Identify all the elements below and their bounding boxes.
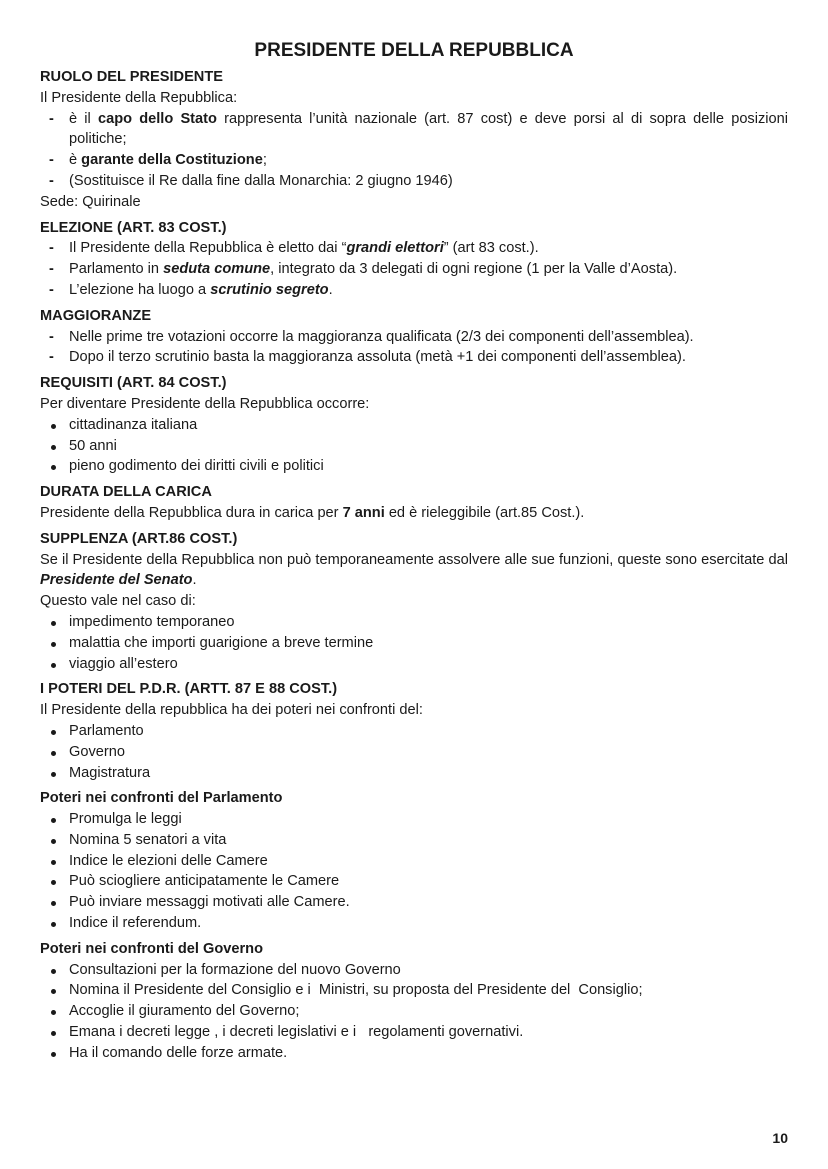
list-item: Emana i decreti legge , i decreti legislativi e i regolamenti governativi. bbox=[40, 1022, 788, 1043]
list-item: Può sciogliere anticipatamente le Camere bbox=[40, 871, 788, 892]
durata-text bbox=[40, 503, 788, 524]
text: Parlamento in bbox=[69, 261, 164, 278]
section-heading-governo: Poteri nei confronti del Governo bbox=[40, 940, 263, 957]
list-item: - Dopo il terzo scrutinio basta la maggioranza assoluta (metà +1 dei componenti dell’assemblea). bbox=[40, 347, 788, 368]
list-item: pieno godimento dei diritti civili e politici bbox=[40, 456, 788, 477]
list-item: Magistratura bbox=[40, 763, 788, 784]
text: L’elezione ha luogo a bbox=[69, 281, 211, 298]
section-heading-parlamento: Poteri nei confronti del Parlamento bbox=[40, 790, 283, 807]
ruolo-list bbox=[40, 109, 788, 192]
list-item bbox=[40, 238, 788, 259]
governo-list bbox=[40, 960, 788, 1064]
maggioranze-list bbox=[40, 327, 788, 369]
list-item: Governo bbox=[40, 742, 788, 763]
list-item: Nomina 5 senatori a vita bbox=[40, 830, 788, 851]
bold-italic-text: scrutinio segreto bbox=[210, 281, 329, 298]
requisiti-intro: Per diventare Presidente della Repubblica occorre: bbox=[40, 395, 370, 412]
poteri-intro: Il Presidente della repubblica ha dei poteri nei confronti del: bbox=[40, 702, 423, 719]
requisiti-list bbox=[40, 415, 788, 477]
section-heading-elezione: ELEZIONE (ART. 83 COST.) bbox=[40, 219, 227, 236]
list-item: Accoglie il giuramento del Governo; bbox=[40, 1001, 788, 1022]
text: è bbox=[69, 152, 82, 169]
list-item: Ha il comando delle forze armate. bbox=[40, 1043, 788, 1064]
bold-italic-text: seduta comune bbox=[163, 261, 271, 278]
text: è il bbox=[69, 110, 98, 127]
list-item: Indice le elezioni delle Camere bbox=[40, 851, 788, 872]
text: Il Presidente della Repubblica è eletto dai “ bbox=[69, 240, 347, 257]
text: Se il Presidente della Repubblica non può temporaneamente assolvere alle sue funzioni, queste sono esercitate dal bbox=[40, 551, 788, 568]
text: ; bbox=[262, 152, 267, 169]
bold-italic-text: Presidente del Senato bbox=[40, 572, 193, 589]
text: . bbox=[328, 281, 333, 298]
text: rappresenta l’unità nazionale (art. 87 cost) e deve porsi al di sopra delle posizioni politiche; bbox=[69, 110, 788, 148]
elezione-list bbox=[40, 238, 788, 300]
bold-text: garante della Costituzione bbox=[81, 152, 263, 169]
ruolo-intro: Il Presidente della Repubblica: bbox=[40, 89, 238, 106]
list-item bbox=[40, 150, 788, 171]
list-item: Può inviare messaggi motivati alle Camere. bbox=[40, 892, 788, 913]
list-item bbox=[40, 259, 788, 280]
bold-italic-text: grandi elettori bbox=[346, 240, 444, 257]
list-item: impedimento temporaneo bbox=[40, 612, 788, 633]
document-page bbox=[40, 38, 788, 1064]
ruolo-sede: Sede: Quirinale bbox=[40, 193, 141, 210]
list-item bbox=[40, 280, 788, 301]
poteri-list bbox=[40, 721, 788, 783]
section-heading-poteri: I POTERI DEL P.D.R. (ARTT. 87 E 88 COST.) bbox=[40, 681, 338, 698]
text: . bbox=[192, 572, 197, 589]
page-title: PRESIDENTE DELLA REPUBBLICA bbox=[254, 40, 574, 61]
list-item: viaggio all’estero bbox=[40, 654, 788, 675]
supplenza-list bbox=[40, 612, 788, 674]
supplenza-intro: Questo vale nel caso di: bbox=[40, 593, 196, 610]
text: Presidente della Repubblica dura in carica per bbox=[40, 504, 343, 521]
section-heading-maggioranze: MAGGIORANZE bbox=[40, 307, 152, 324]
section-heading-ruolo: RUOLO DEL PRESIDENTE bbox=[40, 69, 223, 85]
list-item: - (Sostituisce il Re dalla fine dalla Monarchia: 2 giugno 1946) bbox=[40, 171, 788, 192]
section-heading-requisiti: REQUISITI (ART. 84 COST.) bbox=[40, 375, 227, 392]
list-item: Promulga le leggi bbox=[40, 809, 788, 830]
list-item bbox=[40, 109, 788, 151]
section-heading-durata: DURATA DELLA CARICA bbox=[40, 484, 212, 501]
section-heading-supplenza: SUPPLENZA (ART.86 COST.) bbox=[40, 530, 238, 547]
list-item: Nomina il Presidente del Consiglio e i Ministri, su proposta del Presidente del Consiglio; bbox=[40, 980, 788, 1001]
text: , integrato da 3 delegati di ogni regione (1 per la Valle d’Aosta). bbox=[270, 261, 678, 278]
page-number: 10 bbox=[772, 1130, 788, 1146]
parlamento-list bbox=[40, 809, 788, 934]
list-item: malattia che importi guarigione a breve termine bbox=[40, 633, 788, 654]
list-item: - Nelle prime tre votazioni occorre la maggioranza qualificata (2/3 dei componenti dell’assemblea). bbox=[40, 327, 788, 348]
list-item: Parlamento bbox=[40, 721, 788, 742]
list-item: cittadinanza italiana bbox=[40, 415, 788, 436]
text: ed è rieleggibile (art.85 Cost.). bbox=[384, 504, 585, 521]
text: ” (art 83 cost.). bbox=[443, 240, 539, 257]
list-item: Indice il referendum. bbox=[40, 913, 788, 934]
bold-text: capo dello Stato bbox=[97, 110, 217, 127]
list-item: Consultazioni per la formazione del nuovo Governo bbox=[40, 960, 788, 981]
supplenza-text bbox=[40, 550, 788, 592]
list-item: 50 anni bbox=[40, 436, 788, 457]
bold-text: 7 anni bbox=[342, 504, 385, 521]
